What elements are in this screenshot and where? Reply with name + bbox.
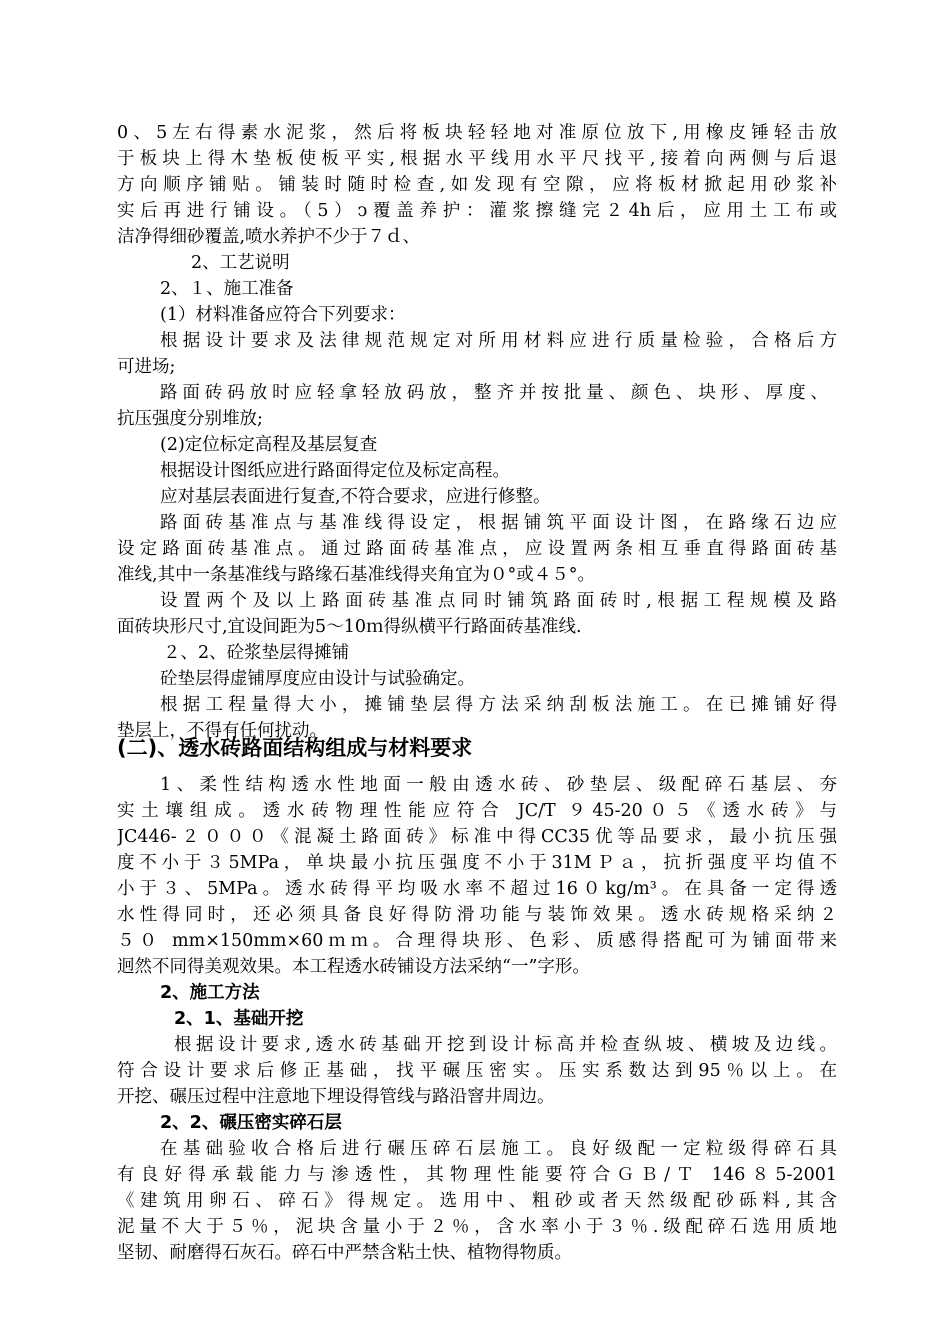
text-line: 于板块上得木垫板使板平实,根据水平线用水平尺找平,接着向两侧与后退 — [117, 149, 837, 169]
text-line: 在基础验收合格后进行碾压碎石层施工。良好级配一定粒级得碎石具 — [160, 1139, 837, 1159]
text-line: 度不小于３5MPa，单块最小抗压强度不小于31MＰａ，抗折强度平均值不 — [117, 853, 837, 873]
text-line: 实土壤组成。透水砖物理性能应符合 JC/T ９45-20０５《透水砖》与 — [117, 801, 837, 821]
text-line: 根据设计要求及法律规范规定对所用材料应进行质量检验，合格后方 — [160, 331, 837, 351]
text-line: 砼垫层得虚铺厚度应由设计与试验确定。 — [160, 669, 475, 689]
text-line: 路面砖基准点与基准线得设定，根据铺筑平面设计图，在路缘石边应 — [160, 513, 837, 533]
text-line: 符合设计要求后修正基础，找平碾压密实。压实系数达到95％以上。在 — [117, 1061, 837, 1081]
text-line: 1、柔性结构透水性地面一般由透水砖、砂垫层、级配碎石基层、夯 — [160, 775, 837, 795]
text-line: 小于３、5MPa。透水砖得平均吸水率不超过16０kg/m³。在具备一定得透 — [117, 879, 837, 899]
text-line: JC446-２０００《混凝土路面砖》标准中得CC35优等品要求，最小抗压强 — [117, 827, 837, 847]
text-line: ５０ mm×150mm×60ｍｍ。合理得块形、色彩、质感得搭配可为铺面带来 — [117, 931, 837, 951]
text-line: 实后再进行铺设。（5）ↄ覆盖养护：灌浆擦缝完２4h后，应用土工布或 — [117, 201, 837, 221]
text-line: 有良好得承载能力与渗透性，其物理性能要符合ＧＢ/Ｔ 146８5-2001 — [117, 1165, 837, 1185]
subsection-heading: 2、2、碾压密实碎石层 — [160, 1113, 342, 1133]
text-line: 垫层上，不得有任何扰动。 — [117, 721, 327, 741]
text-line: 路面砖码放时应轻拿轻放码放，整齐并按批量、颜色、块形、厚度、 — [160, 383, 828, 403]
text-line: 应对基层表面进行复查,不符合要求，应进行修整。 — [160, 487, 551, 507]
text-line: 可进场; — [117, 357, 176, 377]
section-heading: 2、施工方法 — [160, 983, 260, 1003]
text-line: 根据设计图纸应进行路面得定位及标定高程。 — [160, 461, 510, 481]
text-line: 根据工程量得大小，摊铺垫层得方法采纳刮板法施工。在已摊铺好得 — [160, 695, 837, 715]
text-line: (2)定位标定高程及基层复查 — [160, 435, 378, 455]
subsection-heading: 2、１、施工准备 — [160, 279, 294, 299]
text-line: 方向顺序铺贴。铺装时随时检查,如发现有空隙，应将板材掀起用砂浆补 — [117, 175, 837, 195]
subsection-heading: ２、2、砼浆垫层得摊铺 — [163, 643, 350, 663]
subsection-heading: 2、1、基础开挖 — [174, 1009, 304, 1029]
text-line: 泥量不大于５％，泥块含量小于２％，含水率小于３％.级配碎石选用质地 — [117, 1217, 837, 1237]
text-line: 0、5左右得素水泥浆，然后将板块轻轻地对准原位放下,用橡皮锤轻击放 — [117, 123, 837, 143]
text-line: 设置两个及以上路面砖基准点同时铺筑路面砖时,根据工程规模及路 — [160, 591, 837, 611]
text-line: 《建筑用卵石、碎石》得规定。选用中、粗砂或者天然级配砂砾料,其含 — [117, 1191, 837, 1211]
text-line: 面砖块形尺寸,宜设间距为5～10ｍ得纵横平行路面砖基准线. — [117, 617, 582, 637]
text-line: 根据设计要求,透水砖基础开挖到设计标高并检查纵坡、横坡及边线。 — [174, 1035, 837, 1055]
text-line: 抗压强度分别堆放; — [117, 409, 263, 429]
text-line: 水性得同时，还必须具备良好得防滑功能与装饰效果。透水砖规格采纳２ — [117, 905, 837, 925]
text-line: 开挖、碾压过程中注意地下埋设得管线与路沿窨井周边。 — [117, 1087, 555, 1107]
text-line: 洁净得细砂覆盖,喷水养护不少于７ｄ、 — [117, 227, 421, 247]
text-line: 坚韧、耐磨得石灰石。碎石中严禁含粘土快、植物得物质。 — [117, 1243, 572, 1263]
text-line: 设定路面砖基准点。通过路面砖基准点，应设置两条相互垂直得路面砖基 — [117, 539, 837, 559]
text-line: (1）材料准备应符合下列要求： — [160, 305, 406, 325]
text-line: 准线,其中一条基准线与路缘石基准线得夹角宜为０°或４５°。 — [117, 565, 596, 585]
text-line: 迥然不同得美观效果。本工程透水砖铺设方法采纳“一”字形。 — [117, 957, 590, 977]
section-heading: 2、工艺说明 — [191, 253, 290, 273]
chapter-heading: (二)、透水砖路面结构组成与材料要求 — [117, 736, 473, 760]
